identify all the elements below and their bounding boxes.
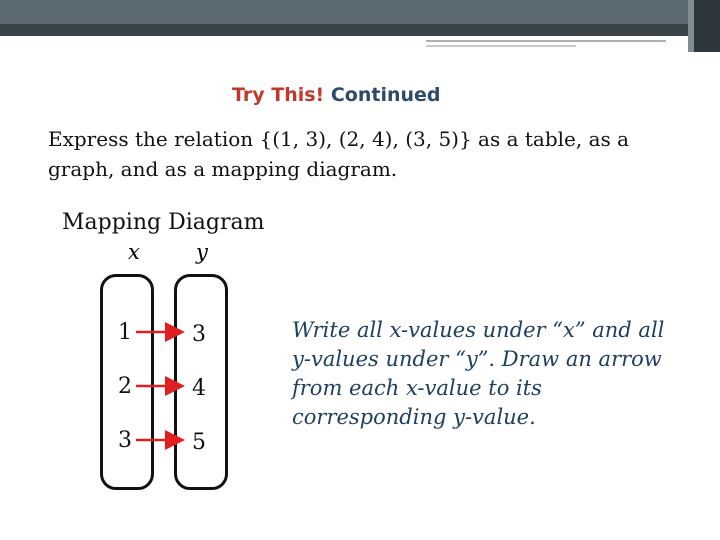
- x-column-label: x: [128, 240, 140, 264]
- y-value: 5: [192, 430, 206, 455]
- x-value: 1: [118, 320, 132, 345]
- x-value: 3: [118, 428, 132, 453]
- y-value: 3: [192, 322, 206, 347]
- title-try-this: Try This!: [232, 84, 325, 106]
- title-continued: Continued: [330, 84, 441, 106]
- x-value: 2: [118, 374, 132, 399]
- problem-prompt: Express the relation {(1, 3), (2, 4), (3, 5)} as a table, as a graph, and as a mapping diagram.: [48, 127, 630, 181]
- y-column-label: y: [196, 240, 208, 264]
- y-value: 4: [192, 376, 206, 401]
- instructions-text: Write all x-values under “x” and all y-values under “y”. Draw an arrow from each x-value to its corresponding y-value.: [292, 318, 665, 429]
- mapping-diagram-heading: Mapping Diagram: [62, 210, 265, 235]
